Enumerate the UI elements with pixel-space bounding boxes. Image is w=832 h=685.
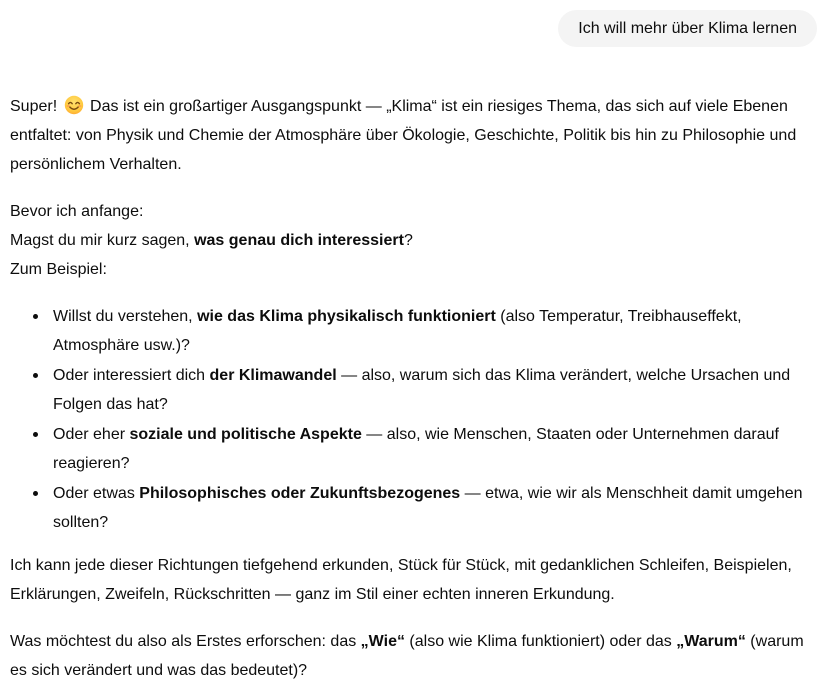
bold-text: „Warum“ [676,633,746,650]
text-segment: Das ist ein großartiger Ausgangspunkt — „Klima“ ist ein riesiges Thema, das sich auf viele Ebenen entfaltet: von Physik und Chemie der Atmosphäre über Ökologie, Geschichte, Politik bis hin zu Philosophie und persönlichem Verhalten. [10,98,797,173]
text-segment: Was möchtest du also als Erstes erforschen: das [10,633,361,650]
list-item [53,420,817,478]
text-segment: ? [403,232,413,249]
list-item [53,302,817,360]
bold-text: wie das Klima physikalisch funktioniert [197,308,496,325]
text-segment: Bevor ich anfange: [10,203,144,220]
text-segment: — etwa, wie wir als Menschheit damit umgehen sollten? [53,485,803,531]
bold-text: was genau dich interessiert [194,232,404,249]
question-line-2 [10,226,817,255]
question-line-1 [10,197,817,226]
text-segment: Oder eher [53,426,130,443]
assistant-message [10,92,817,685]
smiling-emoji-icon [64,95,84,115]
text-segment: Oder etwas [53,485,140,502]
text-segment: Magst du mir kurz sagen, [10,232,195,249]
bold-text: „Wie“ [360,633,405,650]
assistant-paragraph-intro [10,92,817,179]
text-segment: — also, wie Menschen, Staaten oder Unternehmen darauf reagieren? [53,426,779,472]
bold-text: Philosophisches oder Zukunftsbezogenes [139,485,461,502]
text-segment: Oder interessiert dich [53,367,210,384]
list-item [53,479,817,537]
text-segment: Zum Beispiel: [10,261,107,278]
text-segment: Ich kann jede dieser Richtungen tiefgehend erkunden, Stück für Stück, mit gedanklichen Schleifen, Beispielen, Erklärungen, Zweifeln, Rückschritten — ganz im Stil einer echten inneren Erkundung. [10,557,792,603]
assistant-paragraph-capability [10,551,817,609]
user-message-row [10,10,817,47]
assistant-paragraph-closing [10,627,817,685]
user-message-bubble: Ich will mehr über Klima lernen [558,10,817,47]
list-item [53,361,817,419]
text-segment: Willst du verstehen, [53,308,198,325]
bold-text: der Klimawandel [209,367,337,384]
assistant-paragraph-question [10,197,817,284]
text-segment: (also Temperatur, Treibhauseffekt, Atmosphäre usw.)? [53,308,742,354]
topic-list [10,302,817,537]
question-line-3 [10,255,817,284]
text-segment: (warum es sich verändert und was das bedeutet)? [10,633,804,679]
text-segment: — also, warum sich das Klima verändert, welche Ursachen und Folgen das hat? [53,367,791,413]
text-segment: (also wie Klima funktioniert) oder das [404,633,677,650]
text-segment: Super! [10,98,62,115]
bold-text: soziale und politische Aspekte [129,426,362,443]
